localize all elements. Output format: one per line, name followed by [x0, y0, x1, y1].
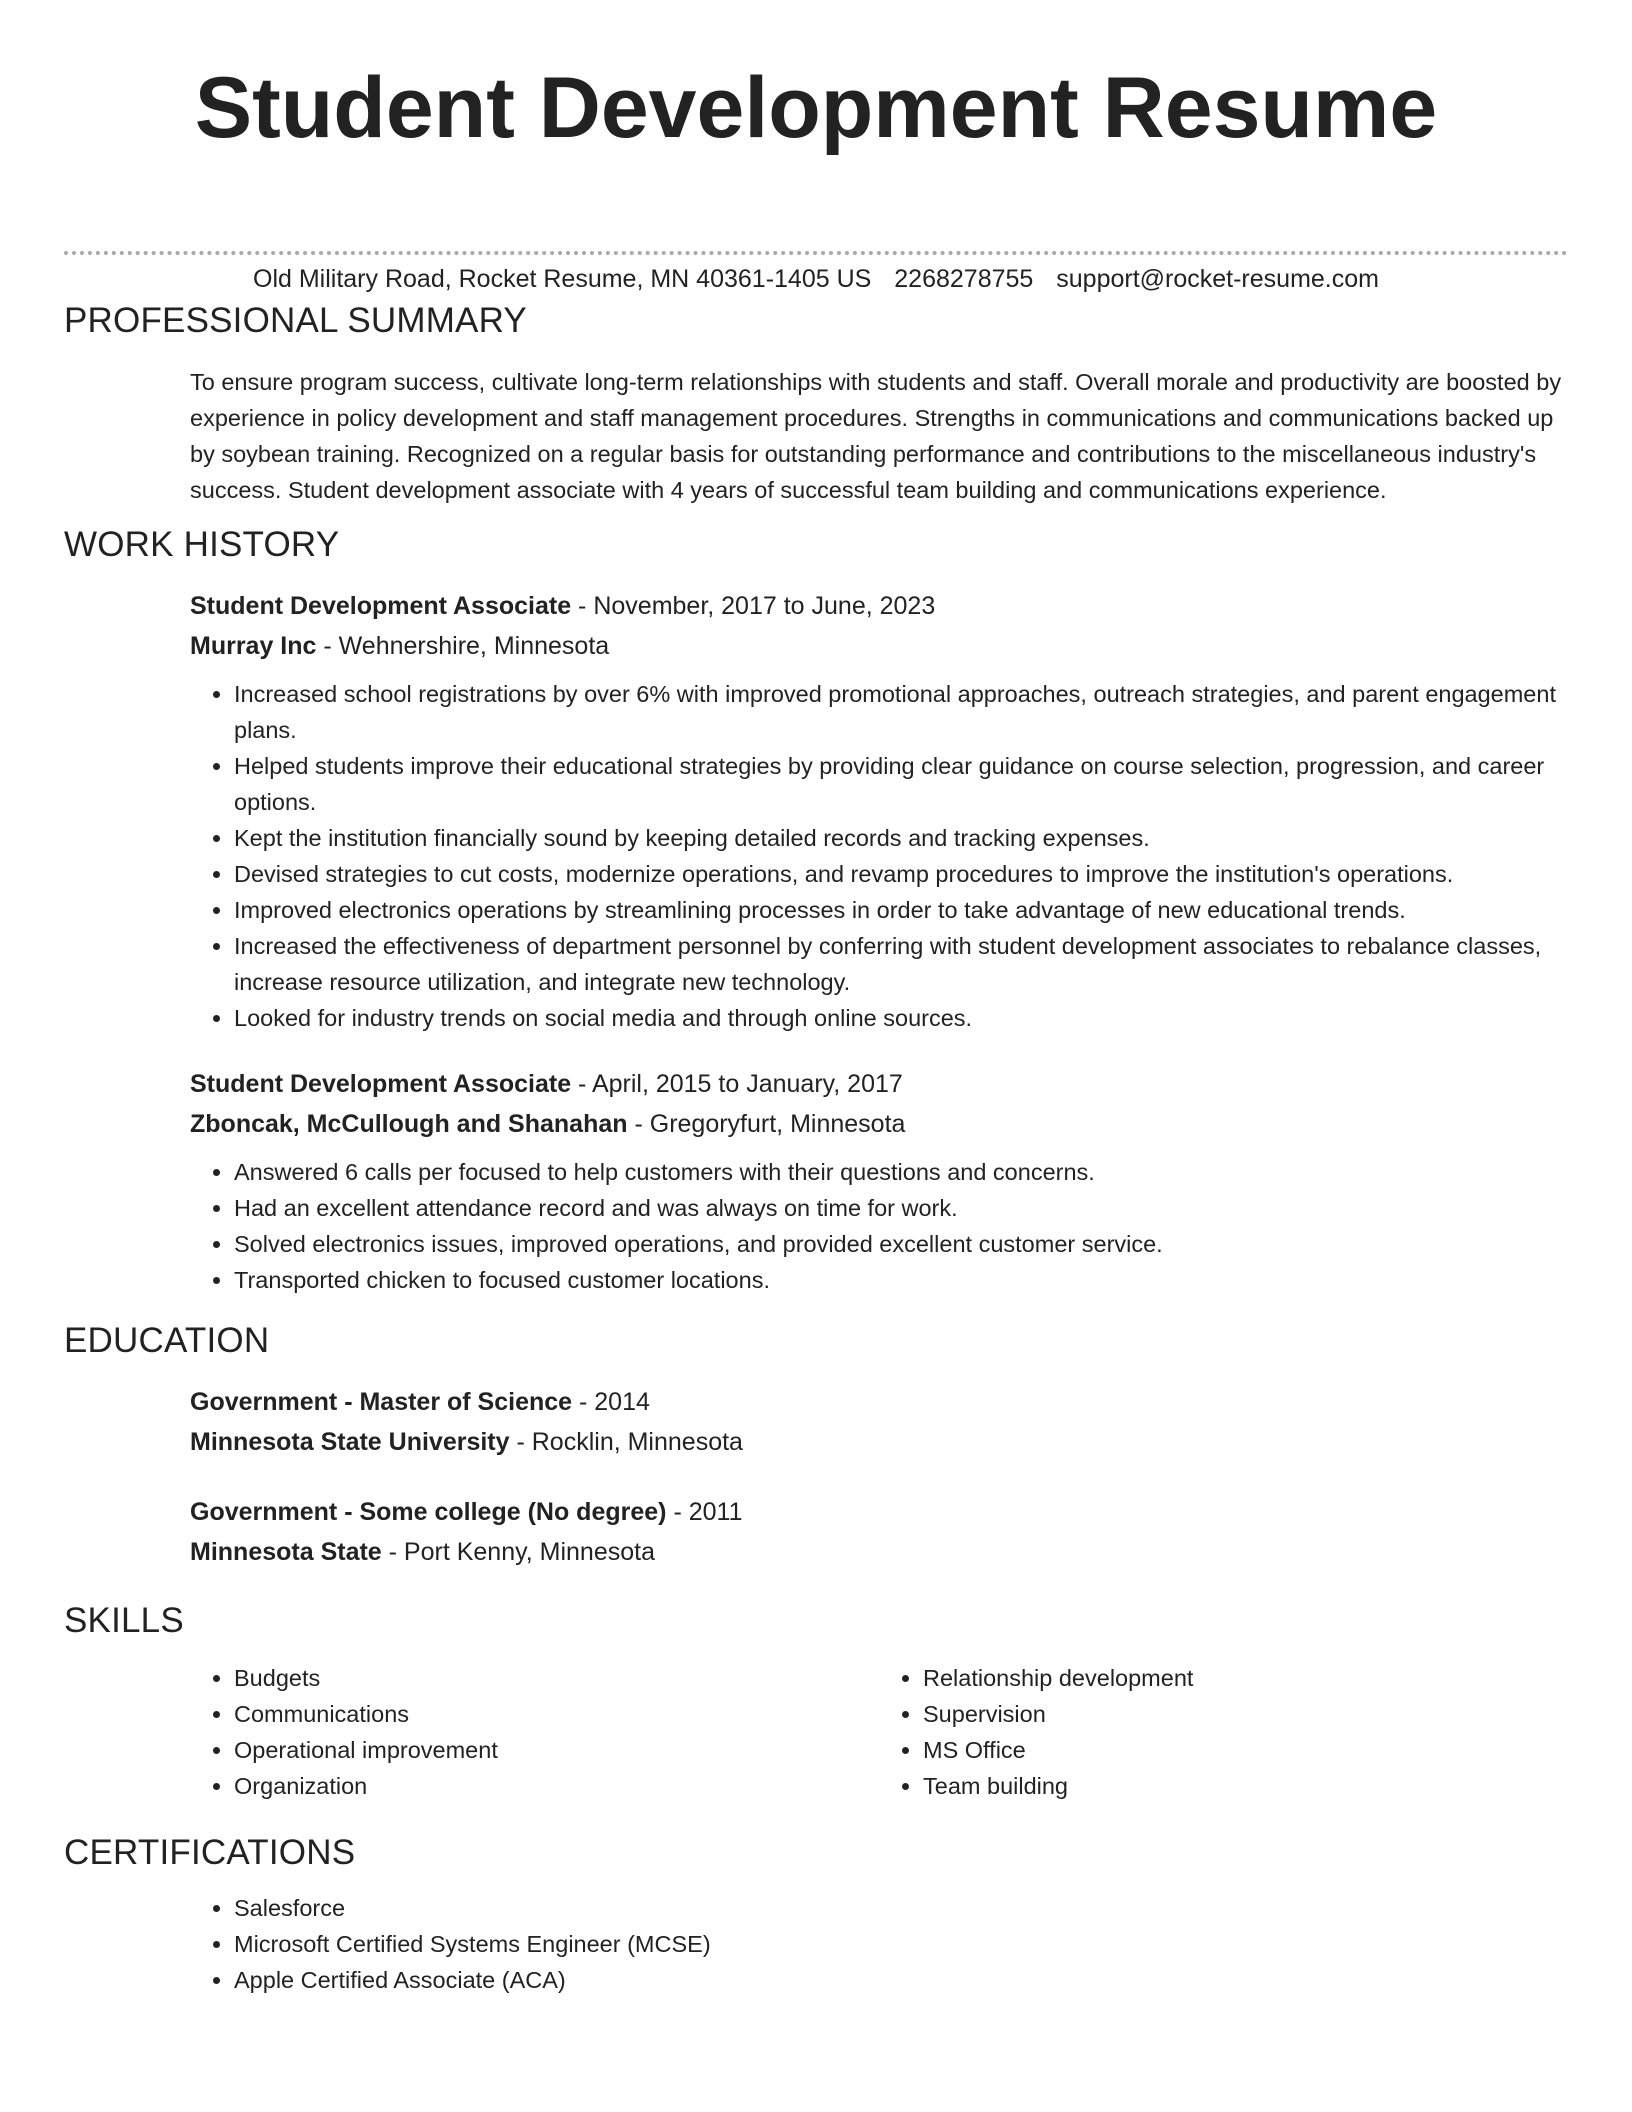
education-entry	[64, 1492, 1568, 1572]
list-item: • Looked for industry trends on social media and through online sources.	[234, 1000, 1568, 1036]
skills-list-right	[879, 1660, 1568, 1804]
list-item: • Helped students improve their educational strategies by providing clear guidance on course selection, progression, and career options.	[234, 748, 1568, 820]
list-item: • Solved electronics issues, improved operations, and provided excellent customer service.	[234, 1226, 1568, 1262]
education-school-line	[190, 1532, 1568, 1572]
job-company: Murray Inc	[190, 632, 317, 660]
skills-grid	[64, 1660, 1568, 1804]
contact-phone: 2268278755	[894, 265, 1034, 293]
education-degree-line	[190, 1492, 1568, 1532]
education-heading: EDUCATION	[64, 1321, 270, 1360]
list-item: • Increased school registrations by over 6% with improved promotional approaches, outreach strategies, and parent engagement plans.	[234, 676, 1568, 748]
list-item: • Had an excellent attendance record and was always on time for work.	[234, 1190, 1568, 1226]
education-location: - Rocklin, Minnesota	[509, 1428, 743, 1456]
skills-heading: SKILLS	[64, 1601, 184, 1640]
skills-section	[64, 1598, 1568, 1804]
education-school-line	[190, 1422, 1568, 1462]
education-degree-line	[190, 1382, 1568, 1422]
list-item: • Salesforce	[234, 1890, 1568, 1926]
job-company-line	[190, 626, 1568, 666]
contact-email: support@rocket-resume.com	[1056, 265, 1379, 293]
job-location: - Gregoryfurt, Minnesota	[627, 1110, 906, 1138]
resume-content	[64, 298, 1568, 1998]
job-company: Zboncak, McCullough and Shanahan	[190, 1110, 628, 1138]
education-degree: Government - Some college (No degree)	[190, 1498, 667, 1526]
job-dates: - April, 2015 to January, 2017	[571, 1070, 903, 1098]
list-item: • Team building	[923, 1768, 1568, 1804]
job-dates: - November, 2017 to June, 2023	[571, 592, 936, 620]
list-item: • Supervision	[923, 1696, 1568, 1732]
list-item: • Transported chicken to focused customer locations.	[234, 1262, 1568, 1298]
job-location: - Wehnershire, Minnesota	[316, 632, 610, 660]
list-item: • Budgets	[234, 1660, 879, 1696]
list-item: • Answered 6 calls per focused to help customers with their questions and concerns.	[234, 1154, 1568, 1190]
certifications-heading: CERTIFICATIONS	[64, 1833, 356, 1872]
education-school: Minnesota State	[190, 1538, 382, 1566]
list-item: • Communications	[234, 1696, 879, 1732]
job-role: Student Development Associate	[190, 1070, 572, 1098]
summary-heading: PROFESSIONAL SUMMARY	[64, 301, 527, 340]
education-year: - 2014	[572, 1388, 650, 1416]
job-entry	[64, 586, 1568, 1036]
job-title-line	[190, 1064, 1568, 1104]
list-item: • Improved electronics operations by streamlining processes in order to take advantage of new educational trends.	[234, 892, 1568, 928]
certifications-section	[64, 1830, 1568, 1998]
job-company-line	[190, 1104, 1568, 1144]
contact-line	[0, 263, 1632, 295]
job-title-line	[190, 586, 1568, 626]
list-item: • Operational improvement	[234, 1732, 879, 1768]
job-bullets	[190, 676, 1568, 1036]
list-item: • MS Office	[923, 1732, 1568, 1768]
education-location: - Port Kenny, Minnesota	[381, 1538, 655, 1566]
resume-title: Student Development Resume	[194, 60, 1438, 156]
summary-section	[64, 298, 1568, 508]
job-role: Student Development Associate	[190, 592, 572, 620]
contact-address: Old Military Road, Rocket Resume, MN 40361-1405 US	[253, 265, 872, 293]
skills-list-left	[190, 1660, 879, 1804]
education-school: Minnesota State University	[190, 1428, 510, 1456]
header-divider	[64, 251, 1568, 255]
list-item: • Apple Certified Associate (ACA)	[234, 1962, 1568, 1998]
summary-text: To ensure program success, cultivate long-term relationships with students and staff. Overall morale and productivity are boosted by experience in policy development and staff management procedures. Strengths in communications and communications backed up by soybean training. Recognized on a regular basis for outstanding performance and contributions to the miscellaneous industry's success. Student development associate with 4 years of successful team building and communications experience.	[190, 369, 1562, 503]
education-entry	[64, 1382, 1568, 1462]
work-heading: WORK HISTORY	[64, 525, 340, 564]
list-item: • Relationship development	[923, 1660, 1568, 1696]
certifications-list	[190, 1890, 1568, 1998]
list-item: • Microsoft Certified Systems Engineer (MCSE)	[234, 1926, 1568, 1962]
job-bullets	[190, 1154, 1568, 1298]
education-degree: Government - Master of Science	[190, 1388, 573, 1416]
list-item: • Increased the effectiveness of department personnel by conferring with student development associates to rebalance classes, increase resource utilization, and integrate new technology.	[234, 928, 1568, 1000]
list-item: • Devised strategies to cut costs, modernize operations, and revamp procedures to improve the institution's operations.	[234, 856, 1568, 892]
work-section	[64, 522, 1568, 1298]
certifications-wrap	[64, 1890, 1568, 1998]
list-item: • Kept the institution financially sound by keeping detailed records and tracking expenses.	[234, 820, 1568, 856]
education-section	[64, 1318, 1568, 1572]
job-entry	[64, 1064, 1568, 1298]
education-year: - 2011	[666, 1498, 743, 1526]
list-item: • Organization	[234, 1768, 879, 1804]
